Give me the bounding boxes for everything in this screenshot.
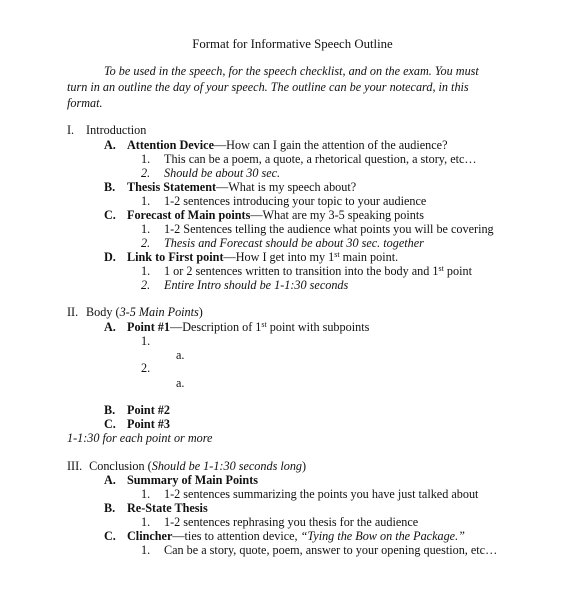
intro-note-line-3: format. xyxy=(67,96,103,110)
intro-item-c: C. Forecast of Main points—What are my 3-5 speaking points xyxy=(104,208,424,222)
intro-item-a2: 2. Should be about 30 sec. xyxy=(141,166,281,180)
body-item-a2a: a. xyxy=(176,376,185,390)
intro-item-a: A. Attention Device—How can I gain the attention of the audience? xyxy=(104,138,448,152)
body-item-a: A. Point #1—Description of 1st point with subpoints xyxy=(104,320,370,334)
body-item-b: B. Point #2 xyxy=(104,403,170,417)
body-timing-note: 1-1:30 for each point or more xyxy=(67,431,213,445)
conclusion-item-c: C. Clincher—ties to attention device, “Tying the Bow on the Package.” xyxy=(104,529,465,543)
section-introduction-heading: I. Introduction xyxy=(67,123,147,137)
body-item-a1a: a. xyxy=(176,348,185,362)
intro-item-a1: 1. This can be a poem, a quote, a rhetorical question, a story, etc… xyxy=(141,152,477,166)
conclusion-item-c1: 1. Can be a story, quote, poem, answer to your opening question, etc… xyxy=(141,543,498,557)
intro-note-line-1: To be used in the speech, for the speech checklist, and on the exam. You must xyxy=(104,64,479,78)
intro-item-b: B. Thesis Statement—What is my speech about? xyxy=(104,180,357,194)
conclusion-item-a: A. Summary of Main Points xyxy=(104,473,259,487)
conclusion-item-b: B. Re-State Thesis xyxy=(104,501,208,515)
conclusion-item-a1: 1. 1-2 sentences summarizing the points you have just talked about xyxy=(141,487,479,501)
intro-item-d: D. Link to First point—How I get into my 1st main point. xyxy=(104,250,399,264)
section-conclusion-heading: III. Conclusion (Should be 1-1:30 seconds long) xyxy=(67,459,307,473)
intro-item-c2: 2. Thesis and Forecast should be about 30 sec. together xyxy=(141,236,424,250)
body-item-c: C. Point #3 xyxy=(104,417,170,431)
document-title: Format for Informative Speech Outline xyxy=(192,37,393,51)
section-body-heading: II. Body (3-5 Main Points) xyxy=(67,305,203,319)
intro-item-b1: 1. 1-2 sentences introducing your topic to your audience xyxy=(141,194,427,208)
conclusion-item-b1: 1. 1-2 sentences rephrasing you thesis for the audience xyxy=(141,515,419,529)
intro-note-line-2: turn in an outline the day of your speech. The outline can be your notecard, in this xyxy=(67,80,469,94)
intro-item-d2: 2. Entire Intro should be 1-1:30 seconds xyxy=(141,278,349,292)
body-item-a1: 1. xyxy=(141,334,151,348)
intro-item-c1: 1. 1-2 Sentences telling the audience what points you will be covering xyxy=(141,222,494,236)
intro-item-d1: 1. 1 or 2 sentences written to transition into the body and 1st point xyxy=(141,264,472,278)
body-item-a2: 2. xyxy=(141,361,151,375)
